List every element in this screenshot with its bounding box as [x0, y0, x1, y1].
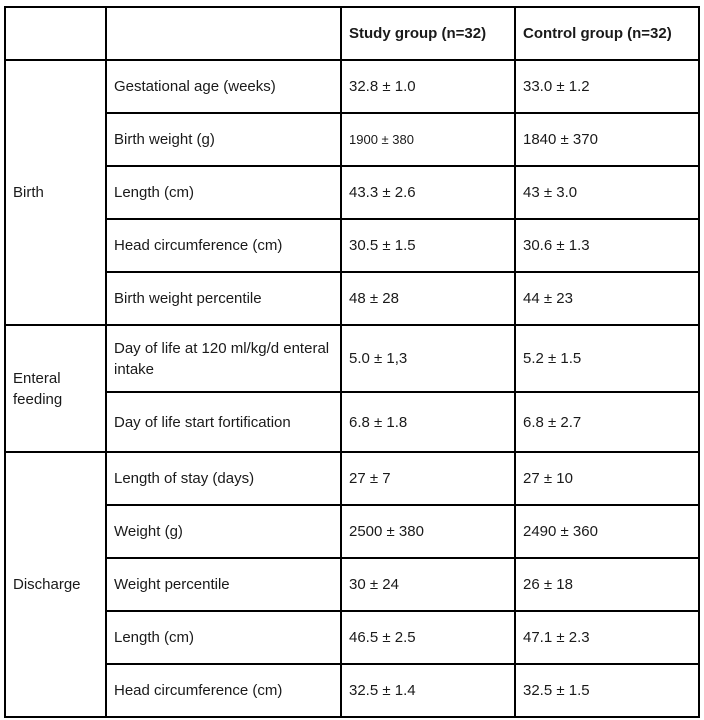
study-value: 6.8 ± 1.8 — [341, 392, 515, 452]
table-row — [5, 219, 699, 272]
control-value: 33.0 ± 1.2 — [515, 60, 699, 113]
control-value: 30.6 ± 1.3 — [515, 219, 699, 272]
header-empty-label — [106, 7, 341, 60]
table-row — [5, 611, 699, 664]
table-row — [5, 325, 699, 392]
control-value: 27 ± 10 — [515, 452, 699, 505]
control-value: 26 ± 18 — [515, 558, 699, 611]
row-label: Head circumference (cm) — [106, 664, 341, 717]
table-row — [5, 272, 699, 325]
study-value: 30 ± 24 — [341, 558, 515, 611]
control-value: 2490 ± 360 — [515, 505, 699, 558]
control-value: 5.2 ± 1.5 — [515, 325, 699, 392]
study-value: 48 ± 28 — [341, 272, 515, 325]
header-control-group: Control group (n=32) — [515, 7, 699, 60]
study-value: 30.5 ± 1.5 — [341, 219, 515, 272]
row-label: Head circumference (cm) — [106, 219, 341, 272]
study-value: 1900 ± 380 — [341, 113, 515, 166]
row-label: Birth weight (g) — [106, 113, 341, 166]
table-row — [5, 452, 699, 505]
group-enteral-feeding: Enteral feeding — [5, 325, 106, 452]
study-value: 2500 ± 380 — [341, 505, 515, 558]
study-value: 43.3 ± 2.6 — [341, 166, 515, 219]
study-value: 32.8 ± 1.0 — [341, 60, 515, 113]
row-label: Birth weight percentile — [106, 272, 341, 325]
row-label: Length of stay (days) — [106, 452, 341, 505]
table-row — [5, 166, 699, 219]
control-value: 6.8 ± 2.7 — [515, 392, 699, 452]
row-label: Gestational age (weeks) — [106, 60, 341, 113]
table-row — [5, 505, 699, 558]
table-row — [5, 558, 699, 611]
characteristics-table — [4, 6, 700, 718]
control-value: 43 ± 3.0 — [515, 166, 699, 219]
header-empty-group — [5, 7, 106, 60]
row-label: Length (cm) — [106, 611, 341, 664]
row-label: Weight percentile — [106, 558, 341, 611]
group-birth: Birth — [5, 60, 106, 325]
row-label: Weight (g) — [106, 505, 341, 558]
study-value: 27 ± 7 — [341, 452, 515, 505]
header-study-group: Study group (n=32) — [341, 7, 515, 60]
study-value: 32.5 ± 1.4 — [341, 664, 515, 717]
row-label: Day of life start fortification — [106, 392, 341, 452]
table-row — [5, 664, 699, 717]
control-value: 44 ± 23 — [515, 272, 699, 325]
control-value: 1840 ± 370 — [515, 113, 699, 166]
control-value: 47.1 ± 2.3 — [515, 611, 699, 664]
study-value: 5.0 ± 1,3 — [341, 325, 515, 392]
table-row — [5, 60, 699, 113]
table-row — [5, 113, 699, 166]
row-label: Length (cm) — [106, 166, 341, 219]
group-discharge: Discharge — [5, 452, 106, 717]
study-value: 46.5 ± 2.5 — [341, 611, 515, 664]
control-value: 32.5 ± 1.5 — [515, 664, 699, 717]
table-row — [5, 392, 699, 452]
table-header-row — [5, 7, 699, 60]
row-label: Day of life at 120 ml/kg/d enteral intake — [106, 325, 341, 392]
